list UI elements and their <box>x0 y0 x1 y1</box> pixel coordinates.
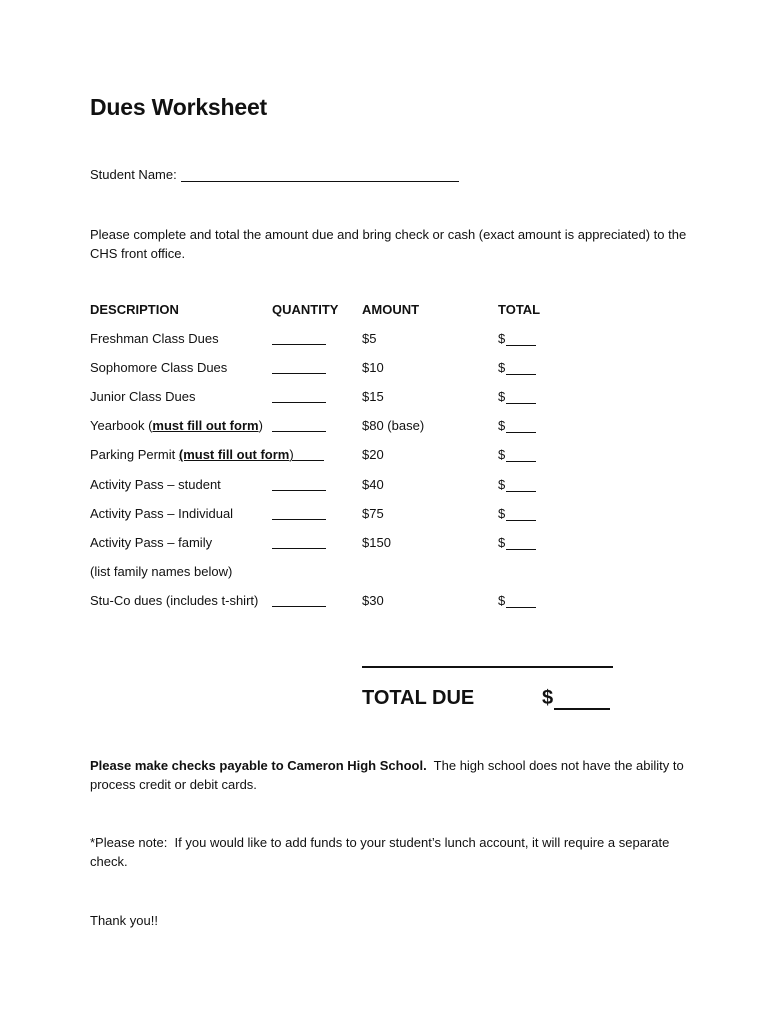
table-row <box>90 389 590 407</box>
table-row <box>90 593 590 611</box>
row-description: Sophomore Class Dues <box>90 360 228 375</box>
lunch-note: *Please note: If you would like to add funds to your student’s lunch account, it will require a separate check. <box>90 835 673 869</box>
table-row <box>90 506 590 524</box>
row-description-text: ) <box>289 447 294 462</box>
total-dollar-sign: $ <box>498 418 506 433</box>
page-title: Dues Worksheet <box>90 94 267 120</box>
table-row <box>90 564 590 582</box>
checks-paragraph <box>90 756 690 794</box>
header-total: TOTAL <box>498 302 541 317</box>
row-description: (list family names below) <box>90 564 233 579</box>
row-amount: $40 <box>362 477 384 492</box>
total-due-label: TOTAL DUE <box>362 687 475 709</box>
row-amount: $5 <box>362 331 377 346</box>
quantity-field[interactable] <box>272 431 326 432</box>
total-dollar-sign: $ <box>498 360 506 375</box>
header-description: DESCRIPTION <box>90 302 179 317</box>
row-amount: $10 <box>362 360 384 375</box>
total-field[interactable] <box>506 595 536 608</box>
total-dollar-sign: $ <box>498 477 506 492</box>
table-header <box>90 302 590 320</box>
row-amount: $15 <box>362 389 384 404</box>
total-dollar-sign: $ <box>498 535 506 550</box>
header-amount: AMOUNT <box>362 302 420 317</box>
total-dollar-sign: $ <box>498 506 506 521</box>
total-field[interactable] <box>506 537 536 550</box>
total-field[interactable] <box>506 479 536 492</box>
row-total <box>498 389 536 404</box>
table-row <box>90 331 590 349</box>
row-description: Activity Pass – student <box>90 477 221 492</box>
total-field[interactable] <box>506 362 536 375</box>
row-description: Junior Class Dues <box>90 389 196 404</box>
row-description-text: ) <box>258 418 263 433</box>
checks-payable-text: Please make checks payable to Cameron High School. <box>90 758 427 773</box>
row-total <box>498 535 536 550</box>
table-row <box>90 477 590 495</box>
row-total <box>498 593 536 608</box>
table-row <box>90 447 590 465</box>
row-total <box>498 418 536 433</box>
row-total <box>498 447 536 462</box>
instructions-text: Please complete and total the amount due and bring check or cash (exact amount is appreciated) to the CHS front office. <box>90 227 687 261</box>
total-dollar-sign: $ <box>498 447 506 462</box>
row-description <box>90 447 294 462</box>
total-dollar-sign: $ <box>498 593 506 608</box>
row-amount: $80 (base) <box>362 418 425 433</box>
quantity-field[interactable] <box>272 344 326 345</box>
quantity-field[interactable] <box>272 373 326 374</box>
row-total <box>498 360 536 375</box>
header-quantity: QUANTITY <box>272 302 339 317</box>
quantity-field[interactable] <box>272 548 326 549</box>
thank-you-text: Thank you!! <box>90 913 158 928</box>
total-field[interactable] <box>506 420 536 433</box>
total-due-field[interactable] <box>554 688 610 710</box>
quantity-field[interactable] <box>292 460 324 461</box>
row-description: Stu-Co dues (includes t-shirt) <box>90 593 259 608</box>
row-description: Activity Pass – family <box>90 535 213 550</box>
row-description-text: Parking Permit <box>90 447 179 462</box>
total-field[interactable] <box>506 449 536 462</box>
quantity-field[interactable] <box>272 606 326 607</box>
total-dollar-sign: $ <box>498 389 506 404</box>
quantity-field[interactable] <box>272 519 326 520</box>
total-due-amount <box>542 687 610 710</box>
row-total <box>498 477 536 492</box>
sum-divider <box>362 666 613 668</box>
student-name-row <box>90 167 459 182</box>
table-row <box>90 418 590 436</box>
checks-info-text: The high school does not have the ability to process credit or debit cards. <box>90 758 688 792</box>
table-row <box>90 535 590 553</box>
total-dollar-sign: $ <box>498 331 506 346</box>
must-fill-form-link[interactable]: must fill out form <box>152 418 259 433</box>
must-fill-form-link[interactable]: (must fill out form <box>178 447 290 462</box>
row-amount: $30 <box>362 593 384 608</box>
total-field[interactable] <box>506 391 536 404</box>
quantity-field[interactable] <box>272 402 326 403</box>
row-description: Activity Pass – Individual <box>90 506 234 521</box>
row-description <box>90 418 263 433</box>
row-total <box>498 506 536 521</box>
student-name-label: Student Name: <box>90 167 177 182</box>
row-amount: $150 <box>362 535 391 550</box>
total-due-dollar-sign: $ <box>542 687 554 709</box>
row-amount: $75 <box>362 506 384 521</box>
row-total <box>498 331 536 346</box>
row-description-text: Yearbook ( <box>90 418 153 433</box>
student-name-field[interactable] <box>181 167 459 182</box>
row-description: Freshman Class Dues <box>90 331 219 346</box>
row-amount: $20 <box>362 447 384 462</box>
quantity-field[interactable] <box>272 490 326 491</box>
table-row <box>90 360 590 378</box>
total-field[interactable] <box>506 333 536 346</box>
total-field[interactable] <box>506 508 536 521</box>
